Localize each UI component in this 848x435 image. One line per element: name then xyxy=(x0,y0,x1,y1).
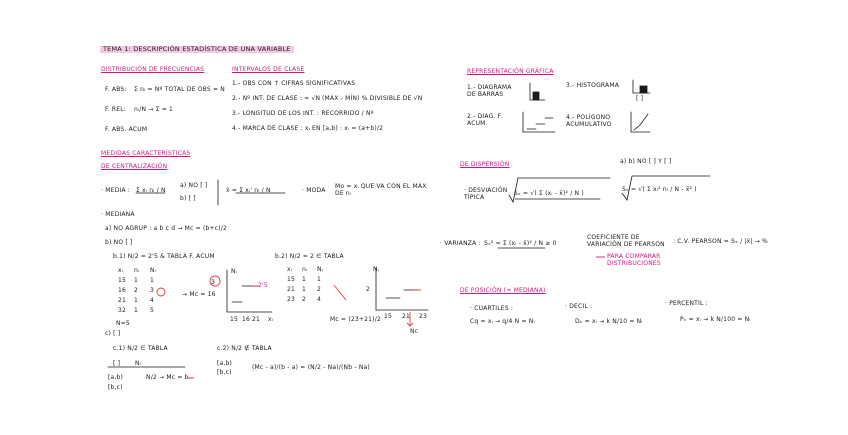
xbar-formula: x̄ = Σ xᵢ' nᵢ / N xyxy=(226,187,271,194)
percentil-formula: Pₖ = xᵢ → k N/100 = Nᵢ xyxy=(680,316,751,323)
table-cell: 32 xyxy=(118,307,127,314)
sqrt-sign xyxy=(509,178,610,202)
table-cell: 1 xyxy=(317,276,322,283)
table1-total: N=5 xyxy=(116,320,130,327)
mediana-b1: b.1) N/2 = 2'5 & TABLA F. ACUM xyxy=(113,253,215,260)
section-distribucion: DISTRIBUCIÓN DE FRECUENCIAS xyxy=(101,66,205,73)
grafica-1: 1.- DIAGRAMA DE BARRAS xyxy=(467,84,512,98)
table-cell: 2 xyxy=(302,296,307,303)
intervalo-1: 1.- OBS CON ↑ CIFRAS SIGNIFICATIVAS xyxy=(232,80,356,87)
media-agrup: b) [ ] xyxy=(180,195,196,202)
media-label: · MEDIA : xyxy=(101,187,131,194)
table-cell: 21 xyxy=(118,297,127,304)
table-cell: 4 xyxy=(317,296,322,303)
table-cell: 1 xyxy=(302,286,307,293)
table-header: xᵢ xyxy=(118,267,124,274)
percentil-label: · PERCENTIL : xyxy=(665,300,708,307)
mediana-b2: b.2) N/2 = 2 ∈ TABLA xyxy=(275,253,344,260)
table-cell: 5 xyxy=(150,307,155,314)
desviacion-label: · DESVIACIÓN TÍPICA xyxy=(464,187,508,201)
moda-label: · MODA xyxy=(302,187,326,194)
table-cell: 1 xyxy=(302,276,307,283)
table3-row-1: [a,b) xyxy=(108,374,124,381)
graph1-x-label: xᵢ xyxy=(268,316,274,323)
mediana-c: c) [ ] xyxy=(105,330,121,337)
circle-mark xyxy=(210,276,220,286)
fabs-acum: F. ABS. ACUM xyxy=(105,126,148,133)
table-cell: 4 xyxy=(150,297,155,304)
graph2-tick: 15 xyxy=(384,313,393,320)
section-dispersion: DE DISPERSIÓN xyxy=(460,161,510,168)
mediana-b: b) NO [ ] xyxy=(105,239,133,246)
varianza-label: · VARIANZA : xyxy=(440,240,481,247)
fabs-label: F. ABS: xyxy=(105,86,127,93)
intervalo-4: 4.- MARCA DE CLASE : xᵢ EN [a,b) : xᵢ = (a+b)/2 xyxy=(232,125,384,132)
sx-formula: Sₓ = √( Σ xᵢ² nᵢ / N - x̄² ) xyxy=(622,186,697,193)
arrow-mark xyxy=(334,285,346,300)
sqrt-sign xyxy=(622,176,710,200)
mediana-c1-result: N/2 → Mc = b xyxy=(146,374,189,381)
histogram-bar xyxy=(640,86,647,93)
page-title: TEMA 1: DESCRIPCIÓN ESTADÍSTICA DE UNA VARIABLE xyxy=(100,46,294,53)
table-cell: 1 xyxy=(134,297,139,304)
varianza-formula: Sₓ² = Σ (xᵢ - x̄)² / N ≥ 0 xyxy=(484,240,557,247)
grafica-3b: [ ] xyxy=(636,95,644,102)
mediana-a: a) NO AGRUP : a b c d → Mc = (b+c)/2 xyxy=(105,225,228,232)
graph2-steps xyxy=(386,290,418,298)
acum-steps xyxy=(527,118,553,129)
mediana-label: · MEDIANA xyxy=(101,211,135,218)
section-posicion: DE POSICIÓN (≈ MEDIANA) xyxy=(460,287,546,294)
mediana-c1: c.1) N/2 ∈ TABLA xyxy=(113,345,168,352)
table-header: Nᵢ xyxy=(317,266,323,273)
graph2-y-tick: 2 xyxy=(366,286,371,293)
decil-formula: Dₖ = xᵢ → k N/10 = Nᵢ xyxy=(575,318,643,325)
table3-header-1: [ ] Nᵢ xyxy=(113,360,141,367)
table-cell: 2 xyxy=(134,287,139,294)
table-cell: 15 xyxy=(118,277,127,284)
graph1-axes xyxy=(227,270,272,312)
graph2-axes xyxy=(376,268,428,310)
graph1-steps xyxy=(232,286,258,302)
moda-formula: Mo = xᵢ QUE VA CON EL MÁX DE nᵢ xyxy=(335,183,427,197)
grafica-4: 4.- POLÍGONO ACUMULATIVO xyxy=(566,114,612,128)
intervalo-2: 2.- Nº INT. DE CLASE : ≈ √N xyxy=(232,95,321,102)
section-centralizacion: DE CENTRALIZACIÓN xyxy=(101,163,168,170)
interval-bc: [b,c) xyxy=(217,369,232,376)
graph2-y-label: Nᵢ xyxy=(373,266,379,273)
poligono-line xyxy=(634,114,648,130)
down-arrow xyxy=(407,312,413,326)
cuartiles-formula: Cq = xᵢ → q/4 N = Nᵢ xyxy=(470,318,535,325)
fabs-formula: Σ nᵢ = Nº TOTAL DE OBS = N xyxy=(134,86,225,93)
graph2-tick: 23 xyxy=(419,313,428,320)
bar-chart-bar xyxy=(533,92,539,100)
table-header: nᵢ xyxy=(134,267,140,274)
table-cell: 1 xyxy=(134,277,139,284)
grafica-3: 3.- HISTOGRAMA xyxy=(566,82,620,89)
frel-label: F. REL: xyxy=(105,106,127,113)
intervalo-3: 3.- LONGITUD DE LOS INT. : RECORRIDO / Nº xyxy=(232,110,374,117)
cv-pearson-formula: : C.V. PEARSON = Sₓ / |x̄| → % xyxy=(673,238,768,245)
decil-label: · DECIL : xyxy=(565,303,593,310)
table-header: xᵢ xyxy=(287,266,293,273)
graph1-tick: 16 xyxy=(242,316,251,323)
coef-pearson-label: COEFICIENTE DE VARIACIÓN DE PEARSON xyxy=(587,234,665,248)
dispersion-ab: a) b) NO [ ] Y [ ] xyxy=(620,158,672,165)
comparar-note: PARA COMPARAR DISTRIBUCIONES xyxy=(607,253,661,267)
section-medidas: MEDIDAS CARACTERÍSTICAS xyxy=(101,150,191,157)
interval-ab: [a,b) xyxy=(217,360,233,367)
graph1-y-tick: 3 xyxy=(211,279,216,286)
graph2-tick: 21 xyxy=(402,313,411,320)
graph2-nc-label: Nc xyxy=(410,328,419,335)
graph1-note: 2'5 xyxy=(258,282,268,289)
table-header: Nᵢ xyxy=(150,267,156,274)
table-cell: 23 xyxy=(287,296,296,303)
table-cell: 3 xyxy=(150,287,155,294)
mediana-c2-formula: (Mc - a)/(b - a) = (N/2 - Na)/(Nb - Na) xyxy=(252,364,370,371)
circle-mark xyxy=(157,288,165,296)
table-cell: 2 xyxy=(317,286,322,293)
frel-formula: nᵢ/N → Σ = 1 xyxy=(134,106,174,113)
cuartiles-label: · CUARTILES : xyxy=(470,305,514,312)
media-no-agrup: a) NO [ ] xyxy=(180,182,208,189)
table-header: nᵢ xyxy=(302,266,308,273)
graph1-tick: 21 xyxy=(252,316,261,323)
mediana-b1-result: → Mc = 16 xyxy=(182,291,216,298)
graph1-y-label: Nᵢ xyxy=(231,268,237,275)
table-cell: 1 xyxy=(134,307,139,314)
table-cell: 15 xyxy=(287,276,296,283)
table-cell: 21 xyxy=(287,286,296,293)
mediana-b2-result: Mc = (23+21)/2 xyxy=(330,316,381,323)
table-cell: 16 xyxy=(118,287,127,294)
section-intervalos: INTERVALOS DE CLASE xyxy=(232,66,305,73)
desviacion-formula: Sₓ = √( Σ (xᵢ - x̄)² / N ) xyxy=(514,190,584,197)
table3-row-2: [b,c) xyxy=(108,384,123,391)
intervalo-2b: (MÁX - MÍN) % DIVISIBLE DE √N xyxy=(322,95,423,102)
graph1-tick: 15 xyxy=(230,316,239,323)
section-representacion: REPRESENTACIÓN GRÁFICA xyxy=(467,68,554,75)
media-formula: Σ xᵢ nᵢ / N xyxy=(136,187,166,194)
table-cell: 1 xyxy=(150,277,155,284)
mediana-c2: c.2) N/2 ∉ TABLA xyxy=(217,345,272,352)
grafica-2: 2.- DIAG. F. ACUM. xyxy=(467,113,503,127)
